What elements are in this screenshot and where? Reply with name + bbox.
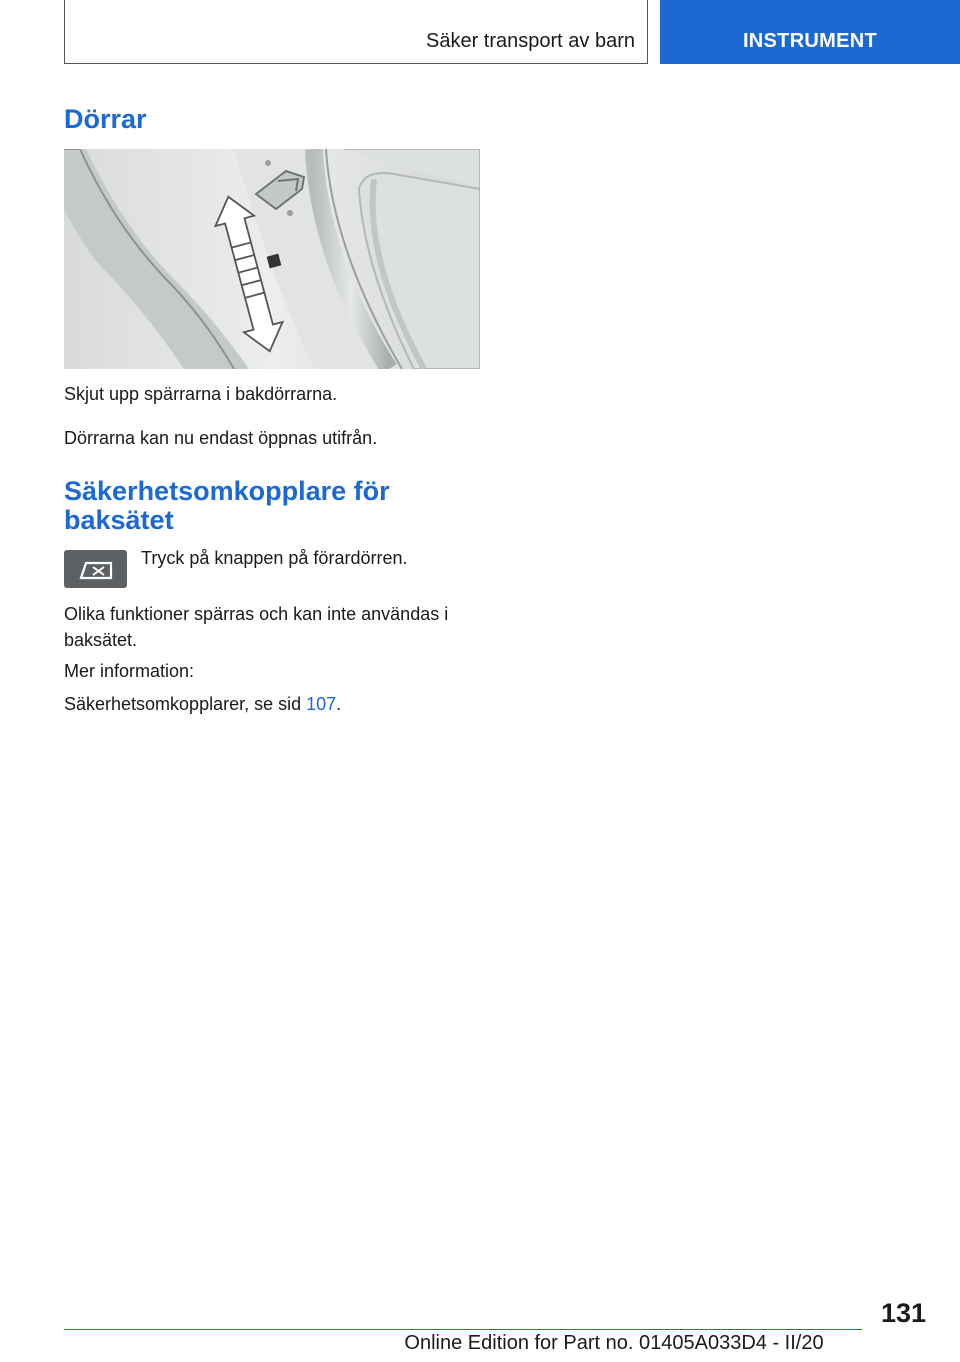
more-info-label: Mer information: [64,661,195,681]
page-link[interactable]: 107 [306,694,337,714]
window-lock-icon [64,550,127,588]
chapter-tab[interactable] [660,0,960,64]
safety-paragraph-1-line-2: baksätet. [64,630,138,650]
doors-paragraph-2: Dörrarna kan nu endast öppnas utifrån. [64,428,378,448]
doors-heading: Dörrar [64,104,147,134]
door-lock-illustration [64,149,480,369]
safety-switch-heading-line-2: baksätet [64,505,174,535]
page-number: 131 [880,1298,926,1328]
footer-divider [64,1329,862,1330]
icon-description: Tryck på knappen på förardörren. [141,548,408,568]
cross-reference [64,691,476,717]
doors-paragraph-1: Skjut upp spärrarna i bakdörrarna. [64,384,338,404]
cross-reference-text: Säkerhetsomkopplarer, se sid [64,694,307,714]
header-section-box [64,0,648,64]
safety-switch-heading-line-1: Säkerhetsomkopplare för [64,476,390,506]
edition-info: Online Edition for Part no. 01405A033D4 - II/20 [404,1332,824,1354]
safety-paragraph-1-line-1: Olika funktioner spärras och kan inte användas i [64,604,449,624]
cross-reference-suffix: . [336,694,342,714]
section-title: Säker transport av barn [426,30,635,52]
chapter-tab-label: INSTRUMENT [742,30,878,52]
